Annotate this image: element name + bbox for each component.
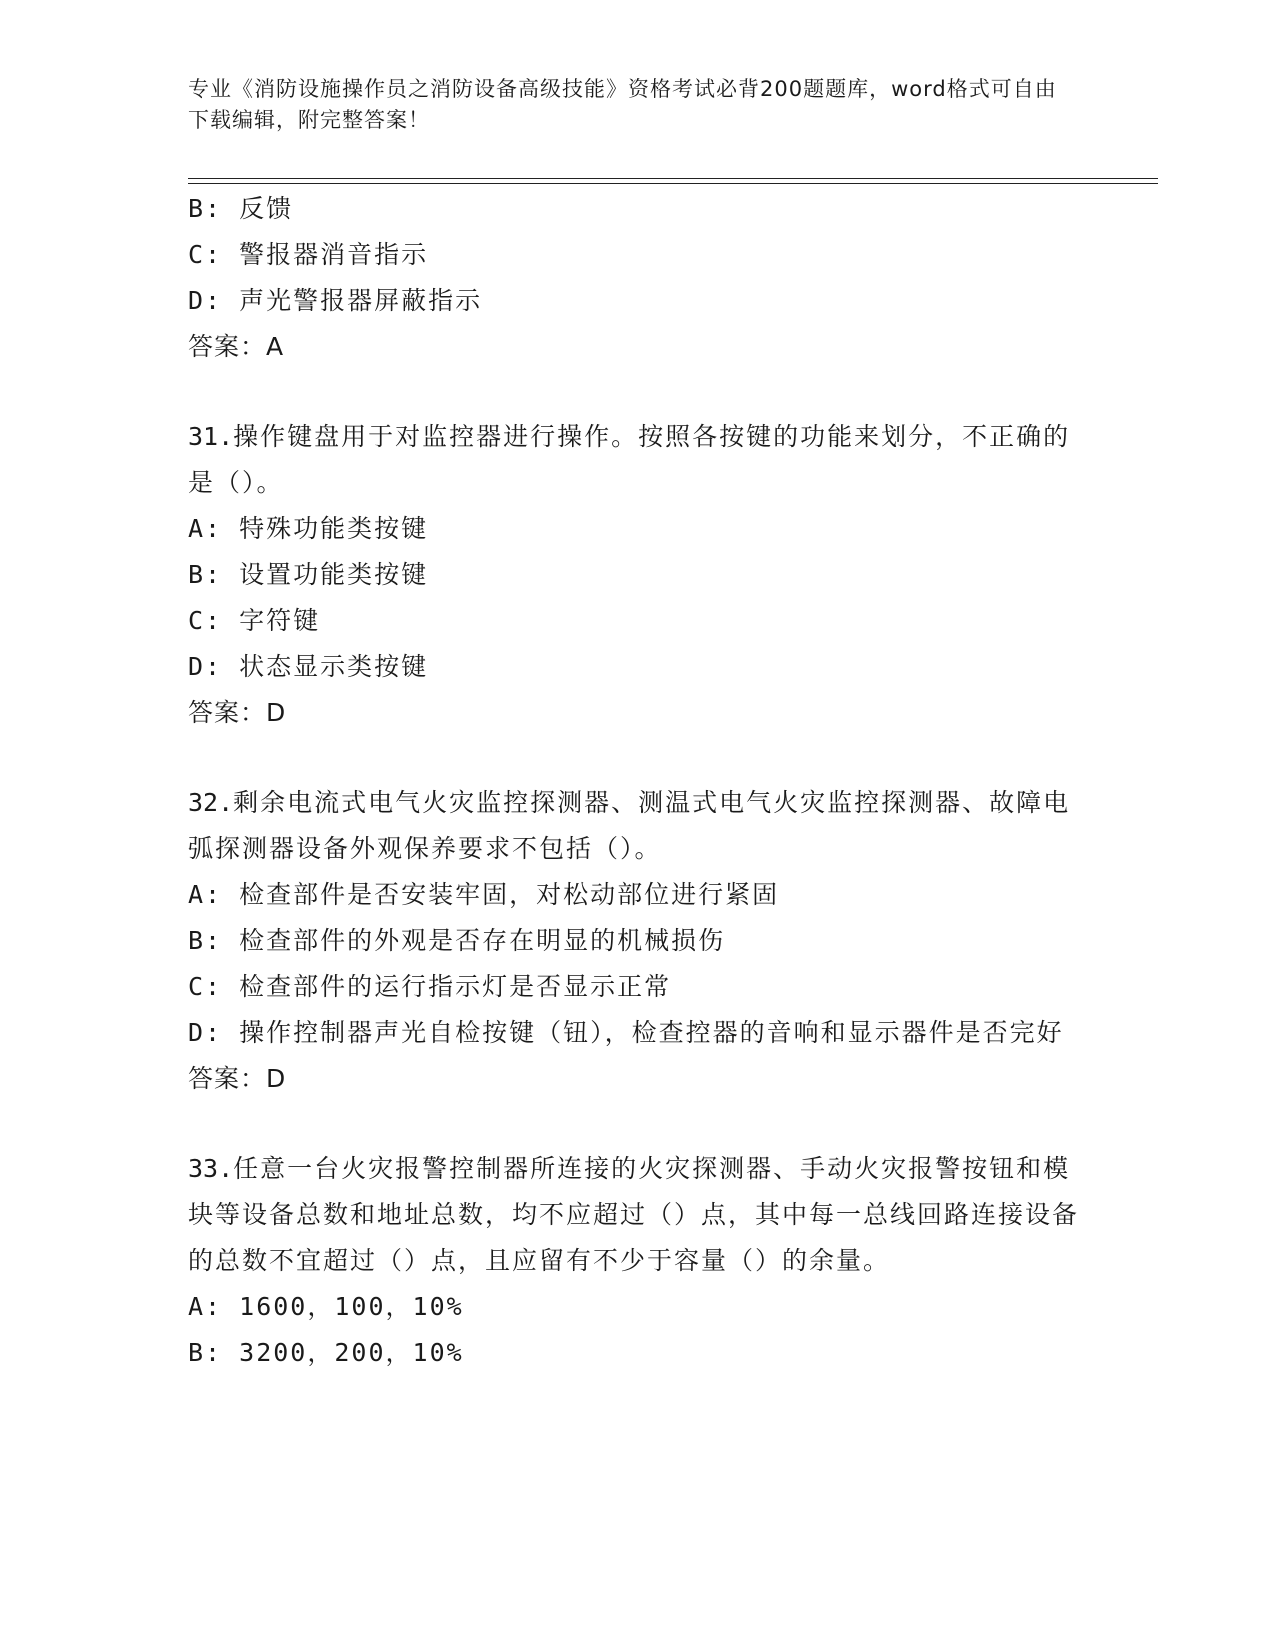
option-b: B: 反馈 — [188, 194, 294, 223]
prev-question — [188, 186, 1088, 370]
option-c: C: 字符键 — [188, 606, 321, 635]
option-b: B: 检查部件的外观是否存在明显的机械损伤 — [188, 926, 726, 955]
question-33 — [188, 1146, 1088, 1376]
header-rule-top — [188, 178, 1158, 179]
question-text: 操作键盘用于对监控器进行操作。按照各按键的功能来划分，不正确的是（）。 — [188, 422, 1071, 497]
option-c: C: 警报器消音指示 — [188, 240, 429, 269]
spacer — [188, 736, 1088, 780]
header-title: 专业《消防设施操作员之消防设备高级技能》资格考试必背200题题库，word格式可自由下载编辑，附完整答案！ — [188, 77, 1057, 132]
option-a: A: 检查部件是否安装牢固，对松动部位进行紧固 — [188, 880, 780, 909]
option-a: A: 1600，100，10% — [188, 1292, 464, 1321]
question-number: 32. — [188, 788, 234, 817]
question-stem — [188, 414, 1088, 506]
answer: 答案：A — [188, 332, 285, 361]
answer: 答案：D — [188, 1064, 287, 1093]
question-stem — [188, 1146, 1088, 1284]
option-d: D: 状态显示类按键 — [188, 652, 429, 681]
question-stem — [188, 780, 1088, 872]
question-number: 33. — [188, 1154, 234, 1183]
option-d: D: 声光警报器屏蔽指示 — [188, 286, 483, 315]
option-c: C: 检查部件的运行指示灯是否显示正常 — [188, 972, 672, 1001]
option-a: A: 特殊功能类按键 — [188, 514, 429, 543]
spacer — [188, 1102, 1088, 1146]
option-b: B: 设置功能类按键 — [188, 560, 429, 589]
header-rule-bottom — [188, 183, 1158, 184]
question-number: 31. — [188, 422, 234, 451]
question-31 — [188, 414, 1088, 736]
question-32 — [188, 780, 1088, 1102]
spacer — [188, 370, 1088, 414]
question-content — [188, 186, 1088, 1376]
answer: 答案：D — [188, 698, 287, 727]
question-text: 剩余电流式电气火灾监控探测器、测温式电气火灾监控探测器、故障电弧探测器设备外观保养要求不包括（）。 — [188, 788, 1071, 863]
option-b: B: 3200，200，10% — [188, 1338, 464, 1367]
option-d: D: 操作控制器声光自检按键（钮），检查控器的音响和显示器件是否完好 — [188, 1018, 1064, 1047]
question-text: 任意一台火灾报警控制器所连接的火灾探测器、手动火灾报警按钮和模块等设备总数和地址总数，均不应超过（）点，其中每一总线回路连接设备的总数不宜超过（）点，且应留有不少于容量（）的余量。 — [188, 1154, 1080, 1275]
document-header — [188, 74, 1068, 136]
